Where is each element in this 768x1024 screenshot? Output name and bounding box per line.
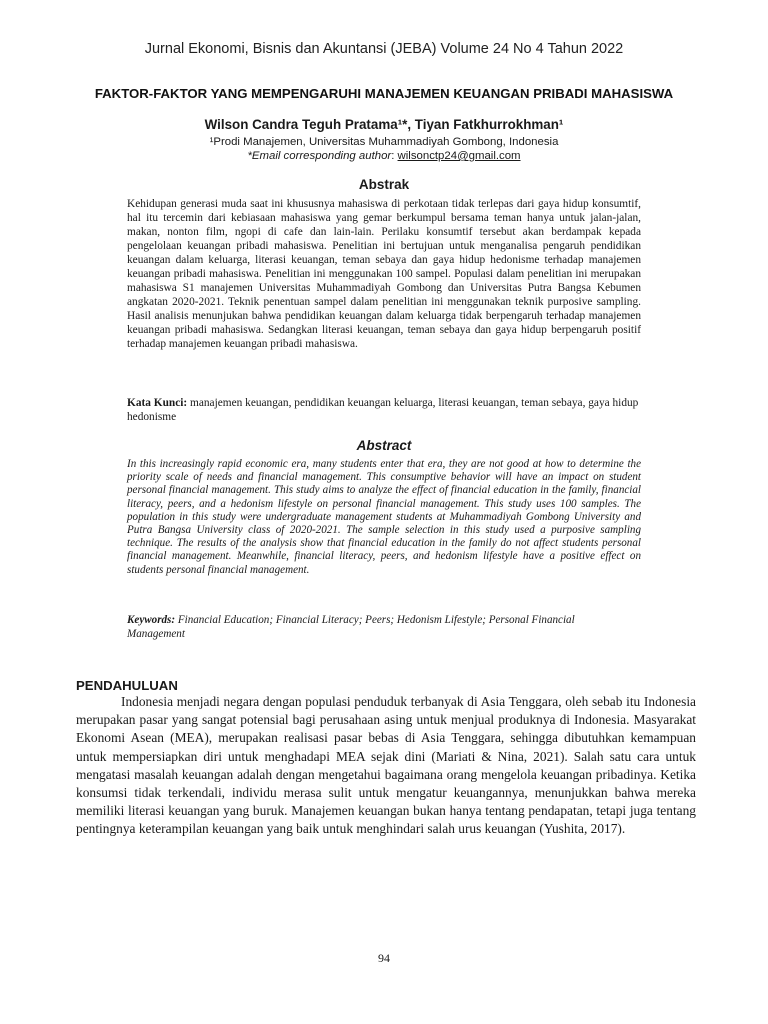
section-heading-pendahuluan: PENDAHULUAN [76,678,178,693]
page-number: 94 [378,951,390,965]
corresponding-email-line [40,150,728,162]
introduction-paragraph: Indonesia menjadi negara dengan populasi penduduk terbanyak di Asia Tenggara, oleh sebab itu Indonesia merupakan pasar yang sangat potensial bagi perusahaan asing untuk menjual produknya di Indonesia. Masyarakat Ekonomi Asean (MEA), merupakan realisasi pasar bebas di Asia Tenggara, sehingga dibutuhkan kemampuan untuk mempersiapkan diri untuk menghadapi MEA sejak dini (Mariati & Nina, 2021). Salah satu cara untuk mengatasi masalah keuangan adalah dengan mengetahui bagaimana orang mengelola keuangan pribadinya. Ketika konsumsi tidak terkendali, individu merasa sulit untuk mengatur keuangannya, menunjukkan bahwa mereka memiliki literasi keuangan yang buruk. Manajemen keuangan bukan hanya tentang pendapatan, tetapi juga tentang pentingnya keterampilan keuangan yang baik untuk menghindari salah urus keuangan (Yushita, 2017). [76,694,696,837]
abstract-heading: Abstract [356,438,412,453]
kata-kunci-label: Kata Kunci: [127,397,188,409]
keywords-text: Financial Education; Financial Literacy; Peers; Hedonism Lifestyle; Personal Financial Management [127,614,575,640]
abstrak-heading: Abstrak [358,177,410,192]
author-affiliation: ¹Prodi Manajemen, Universitas Muhammadiyah Gombong, Indonesia [209,136,559,148]
email-link[interactable]: wilsonctp24@gmail.com [397,150,521,162]
kata-kunci-text: manajemen keuangan, pendidikan keuangan keluarga, literasi keuangan, teman sebaya, gaya hidup hedonisme [127,397,639,424]
keywords [127,614,597,641]
journal-header: Jurnal Ekonomi, Bisnis dan Akuntansi (JEBA) Volume 24 No 4 Tahun 2022 [144,41,624,57]
abstract-body: In this increasingly rapid economic era, many students enter that era, they are not good at how to determine the priority scale of needs and financial management. This consumptive behavior will have an impact on student personal financial management. This study aims to analyze the effect of financial education in the family, financial literacy, peers, and a hedonism lifestyle on personal financial management. This study uses 100 samples. The population in this study were undergraduate management students at Muhammadiyah Gombong University and Putra Bangsa University class of 2020-2021. The sample selection in this study used a purposive sampling technique. The results of the analysis show that financial education in the family do not affect students personal financial management. Meanwhile, financial literacy, peers, and hedonism lifestyle have a positive effect on students personal financial management. [127,458,641,576]
article-authors: Wilson Candra Teguh Pratama¹*, Tiyan Fatkhurrokhman¹ [204,117,564,132]
article-title: FAKTOR-FAKTOR YANG MEMPENGARUHI MANAJEMEN KEUANGAN PRIBADI MAHASISWA [94,86,674,101]
email-label: *Email corresponding author [247,150,392,162]
email-separator: : [391,150,398,162]
keywords-label: Keywords: [127,614,176,626]
kata-kunci [127,396,641,424]
abstrak-body: Kehidupan generasi muda saat ini khususnya mahasiswa di perkotaan tidak terlepas dari gaya hidup konsumtif, hal itu tercemin dari kebiasaan mahasiswa yang gemar berkumpul bersama teman hanya untuk jalan-jalan, makan, nonton film, ngopi di cafe dan lain-lain. Perilaku konsumtif tersebut akan berdampak kepada pengelolaan keuangan pribadi mahasiswa. Penelitian ini bertujuan untuk menganalisa pengaruh pendidikan keuangan dalam keluarga, literasi keuangan, teman sebaya dan gaya hidup hedonisme terhadap manajemen keuangan pribadi mahasiswa. Penelitian ini menggunakan 100 sampel. Populasi dalam penelitian ini merupakan mahasiswa S1 manajemen Universitas Muhammadiyah Gombong dan Universitas Putra Bangsa Kebumen angkatan 2020-2021. Teknik penentuan sampel dalam penelitian ini menggunakan teknik purposive sampling. Hasil analisis menunjukan bahwa pendidikan keuangan dalam keluarga tidak berpengaruh terhadap manajemen keuangan pribadi mahasiswa. Sedangkan literasi keuangan, teman sebaya dan gaya hidup berpengaruh positif terhadap manajemen keuangan pribadi mahasiswa. [127,198,641,351]
